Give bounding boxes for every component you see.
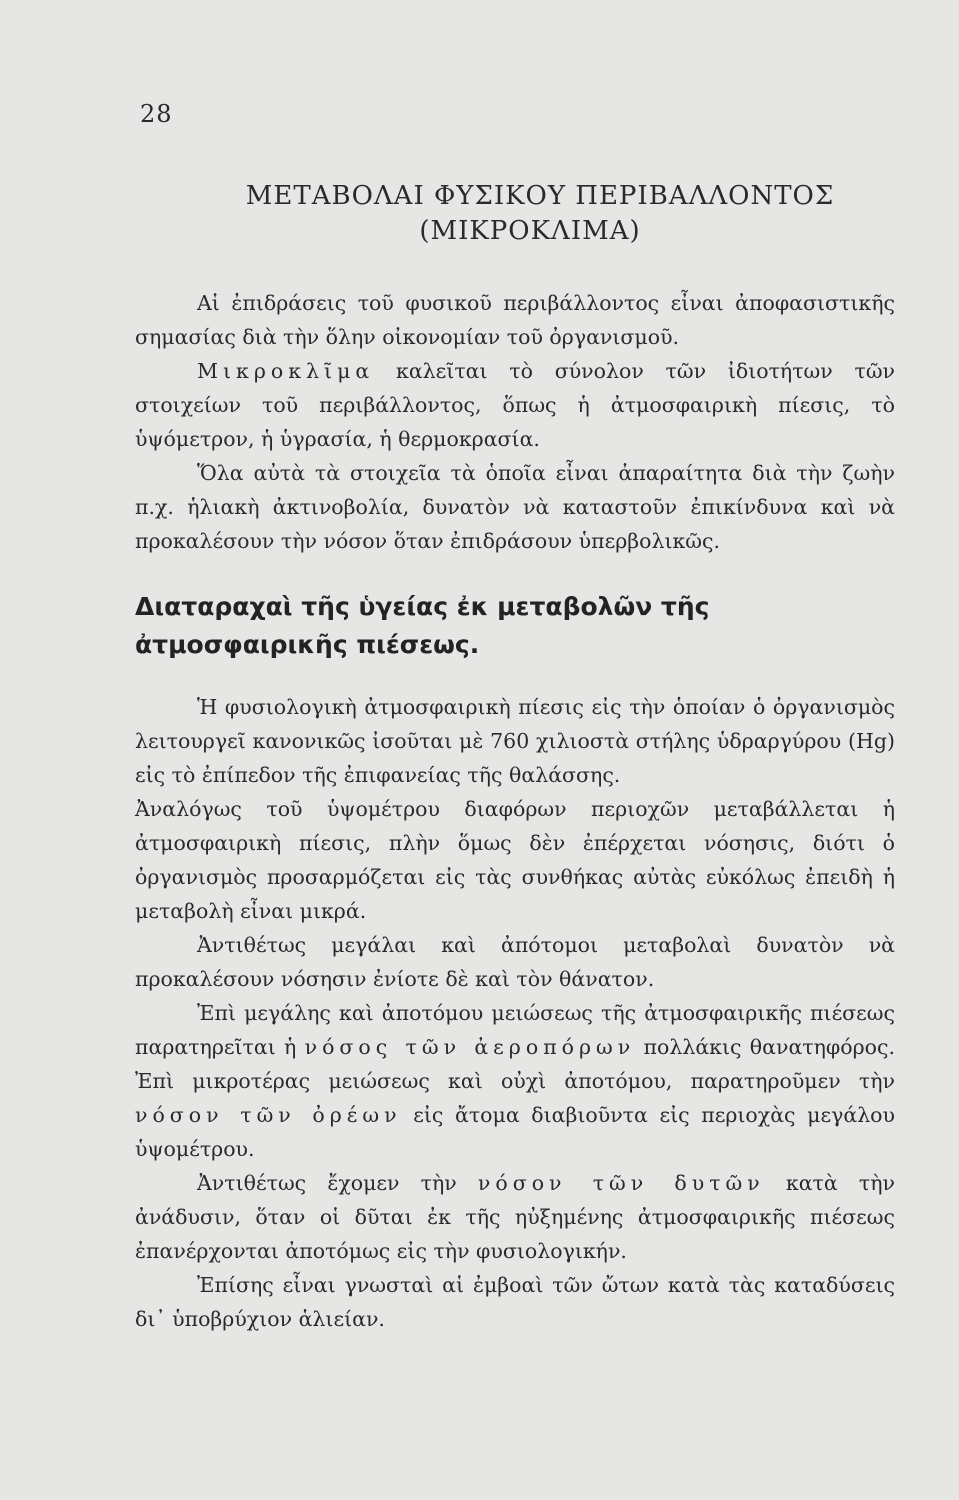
chapter-title: ΜΕΤΑΒΟΛΑΙ ΦΥΣΙΚΟΥ ΠΕΡΙΒΑΛΛΟΝΤΟΣ bbox=[245, 181, 835, 211]
term-divers-disease: νόσον τῶν δυτῶν bbox=[477, 1171, 765, 1195]
intro-paragraph: Αἱ ἐπιδράσεις τοῦ φυσικοῦ περιβάλλοντος εἶναι ἀποφασιστικῆς σημασίας διὰ τὴν ὅλην οἰκονομίαν τοῦ ὀργανισμοῦ. bbox=[135, 291, 895, 349]
paragraph-text: Ἀντιθέτως ἔχομεν τὴν bbox=[197, 1171, 478, 1195]
section-paragraph: Ἡ φυσιολογικὴ ἀτμοσφαιρικὴ πίεσις εἰς τὴν ὁποίαν ὁ ὀργανισμὸς λειτουργεῖ κανονικῶς ἰσοῦται μὲ 760 χιλιοστὰ στήλης ὑδραργύρου (Hg) εἰς τὸ ἐπίπεδον τῆς ἐπιφανείας τῆς θαλάσσης. bbox=[135, 695, 895, 787]
paragraph-text: εἰς ἄτομα διαβιοῦντα εἰς περιοχὰς μεγάλου ὑψομέτρου. bbox=[135, 1103, 895, 1161]
paragraph-text: Ἐπὶ μεγάλης καὶ ἀποτόμου μειώσεως τῆς ἀτμοσφαιρικῆς πιέσεως παρατηρεῖται ἡ bbox=[135, 1001, 895, 1059]
paragraph-text: πολλάκις θανατηφόρος. Ἐπὶ μικροτέρας μειώσεως καὶ οὐχὶ ἀποτόμου, παρατηροῦμεν τὴν bbox=[135, 1035, 895, 1093]
section-paragraph bbox=[135, 996, 895, 1166]
section-text bbox=[135, 690, 895, 1336]
term-mountain-sickness: νόσον τῶν ὀρέων bbox=[135, 1103, 402, 1127]
intro-text bbox=[135, 286, 895, 558]
section-paragraph bbox=[135, 1166, 895, 1268]
definition-text: καλεῖται τὸ σύνολον τῶν ἰδιοτήτων τῶν στοιχείων τοῦ περιβάλλοντος, ὅπως ἡ ἀτμοσφαιρικὴ πίεσις, τὸ ὑψόμετρον, ἡ ὑγρασία, ἡ θερμοκρασία. bbox=[135, 359, 895, 451]
page-number: 28 bbox=[140, 100, 173, 128]
section-paragraph: Ἀναλόγως τοῦ ὑψομέτρου διαφόρων περιοχῶν μεταβάλλεται ἡ ἀτμοσφαιρικὴ πίεσις, πλὴν ὅμως δὲν ἐπέρχεται νόσησις, διότι ὁ ὀργανισμὸς προσαρμόζεται εἰς τὰς συνθήκας αὐτὰς εὐκόλως ἐπειδὴ ἡ μεταβολὴ εἶναι μικρά. bbox=[135, 797, 895, 923]
definition-paragraph bbox=[135, 354, 895, 456]
intro-paragraph: Ὅλα αὐτὰ τὰ στοιχεῖα τὰ ὁποῖα εἶναι ἀπαραίτητα διὰ τὴν ζωὴν π.χ. ἡλιακὴ ἀκτινοβολία, δυνατὸν νὰ καταστοῦν ἐπικίνδυνα καὶ νὰ προκαλέσουν τὴν νόσον ὅταν ἐπιδράσουν ὑπερβολικῶς. bbox=[135, 461, 895, 553]
paragraph-text: κατὰ τὴν ἀνάδυσιν, ὅταν οἱ δῦται ἐκ τῆς ηὐξημένης ἀτμοσφαιρικῆς πιέσεως ἐπανέρχονται ἀποτόμως εἰς τὴν φυσιολογικήν. bbox=[135, 1171, 895, 1263]
section-paragraph: Ἐπίσης εἶναι γνωσταὶ αἱ ἐμβοαὶ τῶν ὤτων κατὰ τὰς καταδύσεις δι᾽ ὑποβρύχιον ἁλιείαν. bbox=[135, 1273, 895, 1331]
term-microclimate: Μικροκλῖμα bbox=[197, 359, 375, 383]
section-heading: Διαταραχαὶ τῆς ὑγείας ἐκ μεταβολῶν τῆς ἀτμοσφαιρικῆς πιέσεως. bbox=[135, 592, 710, 659]
chapter-subtitle: (ΜΙΚΡΟΚΛΙΜΑ) bbox=[419, 216, 641, 246]
section-paragraph: Ἀντιθέτως μεγάλαι καὶ ἀπότομοι μεταβολαὶ δυνατὸν νὰ προκαλέσουν νόσησιν ἐνίοτε δὲ καὶ τὸν θάνατον. bbox=[135, 933, 895, 991]
term-aviator-disease: νόσος τῶν ἀεροπόρων bbox=[304, 1035, 636, 1059]
